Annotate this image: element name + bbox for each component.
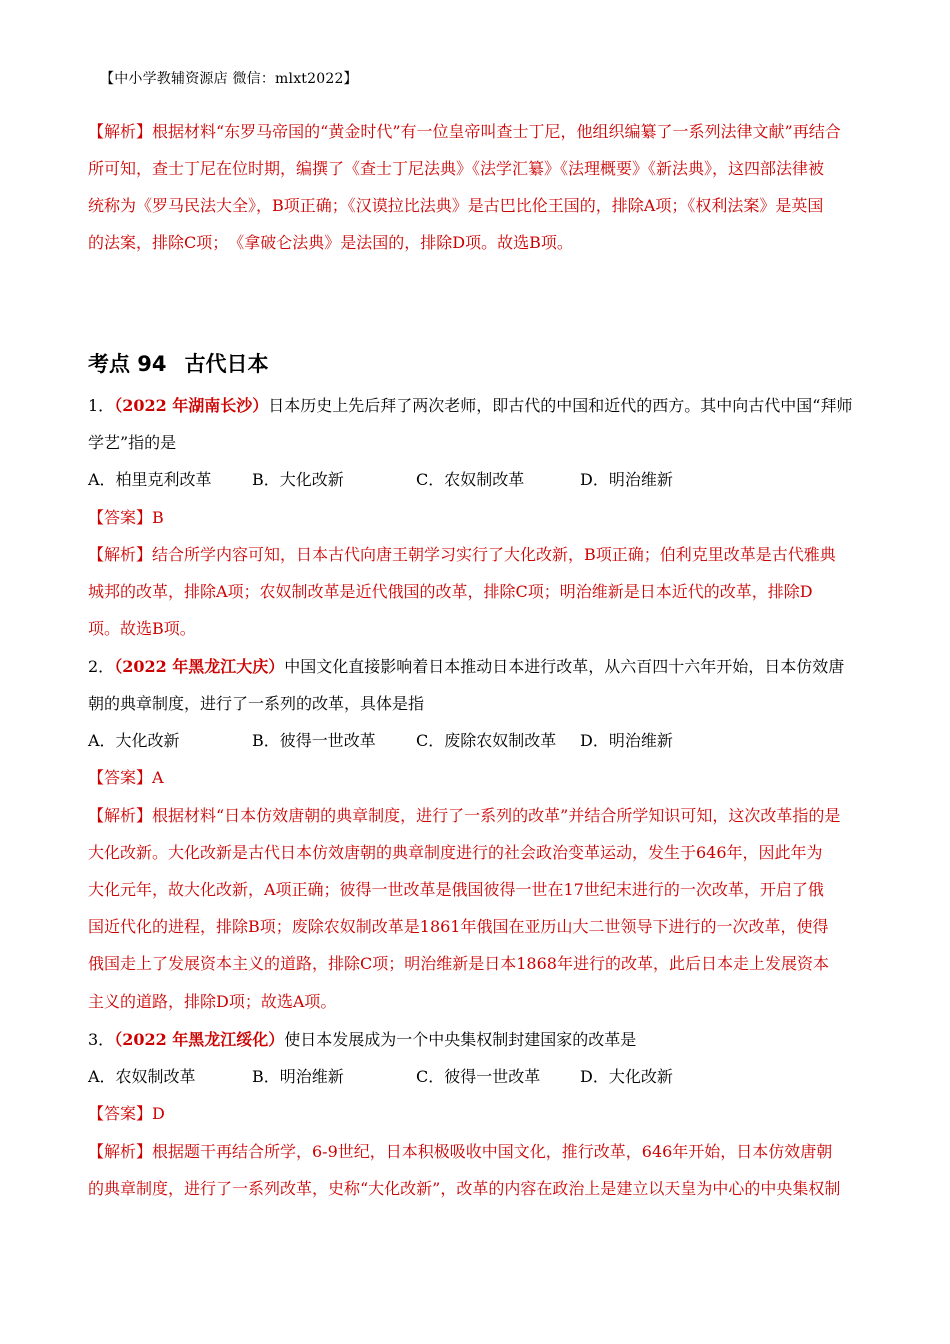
question-number: 1． xyxy=(88,396,115,415)
question-2-stem-cont: 朝的典章制度，进行了一系列的改革，具体是指 xyxy=(88,694,425,713)
analysis-line: 项。故选B项。 xyxy=(88,619,196,638)
option-c: C．废除农奴制改革 xyxy=(416,731,557,750)
section-title xyxy=(88,348,269,378)
option-d: D．明治维新 xyxy=(580,731,673,750)
question-1-stem xyxy=(88,396,868,416)
option-c: C．彼得一世改革 xyxy=(416,1067,541,1086)
question-1-options xyxy=(88,470,868,490)
question-source: （2022 年黑龙江大庆） xyxy=(114,657,285,676)
analysis-line: 俄国走上了发展资本主义的道路，排除C项；明治维新是日本1868年进行的改革，此后日本走上发展资本 xyxy=(88,954,829,973)
analysis-line: 的典章制度，进行了一系列改革，史称“大化改新”，改革的内容在政治上是建立以天皇为中心的中央集权制 xyxy=(88,1179,841,1198)
option-a: A．大化改新 xyxy=(88,731,180,750)
analysis-line: 的法案，排除C项； 《拿破仑法典》是法国的，排除D项。故选B项。 xyxy=(88,233,573,252)
question-3-options xyxy=(88,1067,868,1087)
analysis-line: 所可知，查士丁尼在位时期，编撰了《查士丁尼法典》《法学汇纂》《法理概要》《新法典》，这四部法律被 xyxy=(88,159,825,178)
option-a: A．农奴制改革 xyxy=(88,1067,196,1086)
question-text: 中国文化直接影响着日本推动日本进行改革，从六百四十六年开始，日本仿效唐 xyxy=(284,657,845,676)
question-1-stem-cont: 学艺”指的是 xyxy=(88,433,177,452)
analysis-line: 大化改新。大化改新是古代日本仿效唐朝的典章制度进行的社会政治变革运动，发生于646年，因此年为 xyxy=(88,843,823,862)
question-number: 3． xyxy=(88,1030,115,1049)
analysis-line: 主义的道路，排除D项；故选A项。 xyxy=(88,992,337,1011)
analysis-line: 【解析】根据材料“东罗马帝国的“黄金时代”有一位皇帝叫查士丁尼，他组织编纂了一系列法律文献”再结合 xyxy=(88,122,841,141)
option-b: B．明治维新 xyxy=(252,1067,344,1086)
section-code: 考点 94 xyxy=(88,352,167,376)
page-header: 【中小学教辅资源店 微信：mlxt2022】 xyxy=(100,71,358,87)
question-2-stem xyxy=(88,657,868,677)
question-number: 2． xyxy=(88,657,115,676)
option-c: C．农奴制改革 xyxy=(416,470,525,489)
question-text: 日本历史上先后拜了两次老师，即古代的中国和近代的西方。其中向古代中国“拜师 xyxy=(268,396,853,415)
question-1-answer: 【答案】B xyxy=(88,508,164,527)
question-text: 使日本发展成为一个中央集权制封建国家的改革是 xyxy=(284,1030,637,1049)
question-2-options xyxy=(88,731,868,751)
section-name: 古代日本 xyxy=(184,352,269,376)
question-source: （2022 年湖南长沙） xyxy=(114,396,269,415)
analysis-line: 国近代化的进程，排除B项；废除农奴制改革是1861年俄国在亚历山大二世领导下进行的一次改革，使得 xyxy=(88,917,829,936)
analysis-line: 【解析】根据材料“日本仿效唐朝的典章制度，进行了一系列的改革”并结合所学知识可知，这次改革指的是 xyxy=(88,806,841,825)
question-3-stem xyxy=(88,1030,868,1050)
analysis-line: 统称为《罗马民法大全》，B项正确；《汉谟拉比法典》是古巴比伦王国的，排除A项；《权利法案》是英国 xyxy=(88,196,824,215)
option-a: A．柏里克利改革 xyxy=(88,470,212,489)
question-source: （2022 年黑龙江绥化） xyxy=(114,1030,285,1049)
option-b: B．大化改新 xyxy=(252,470,344,489)
option-d: D．明治维新 xyxy=(580,470,673,489)
analysis-line: 城邦的改革，排除A项；农奴制改革是近代俄国的改革，排除C项；明治维新是日本近代的改革，排除D xyxy=(88,582,813,601)
analysis-line: 大化元年，故大化改新，A项正确；彼得一世改革是俄国彼得一世在17世纪末进行的一次改革，开启了俄 xyxy=(88,880,824,899)
option-b: B．彼得一世改革 xyxy=(252,731,376,750)
analysis-line: 【解析】根据题干再结合所学，6-9世纪，日本积极吸收中国文化，推行改革，646年开始，日本仿效唐朝 xyxy=(88,1142,833,1161)
question-3-answer: 【答案】D xyxy=(88,1104,165,1123)
option-d: D．大化改新 xyxy=(580,1067,673,1086)
analysis-line: 【解析】结合所学内容可知，日本古代向唐王朝学习实行了大化改新，B项正确；伯利克里改革是古代雅典 xyxy=(88,545,836,564)
question-2-answer: 【答案】A xyxy=(88,768,164,787)
